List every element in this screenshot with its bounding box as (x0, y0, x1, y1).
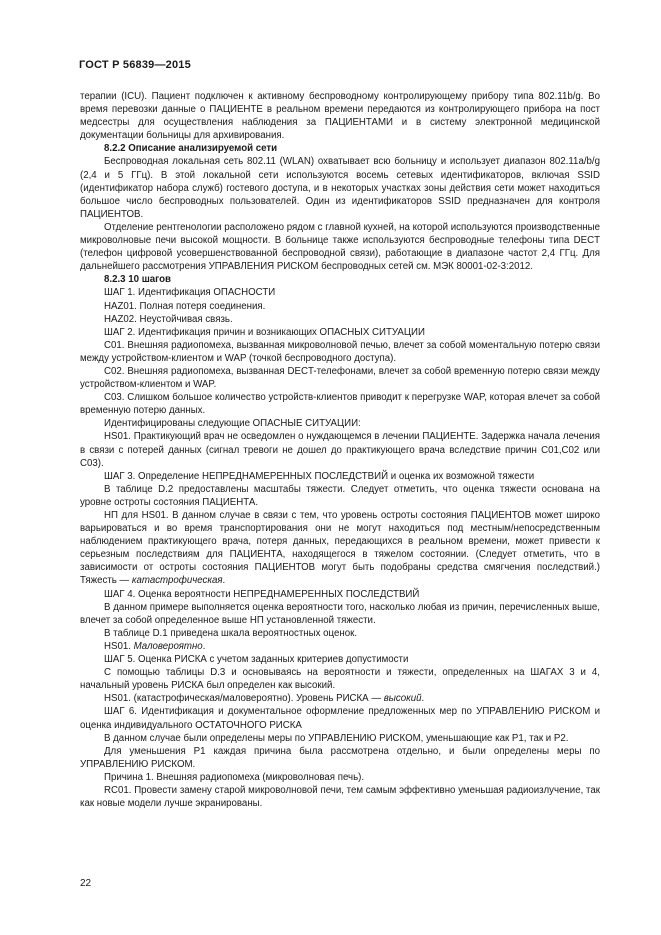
section-heading: 8.2.2 Описание анализируемой сети (104, 143, 278, 155)
body-paragraph: В таблице D.1 приведена шкала вероятностных оценок. (104, 627, 358, 639)
body-paragraph: HAZ01. Полная потеря соединения. (104, 300, 266, 312)
page-number: 22 (80, 878, 92, 889)
body-paragraph: терапии (ICU). Пациент подключен к активному беспроводному контролирующему прибору типа 802.11b/g. Во время перевозки данные о ПАЦИЕНТЕ в реальном времени передаются из контролирующего прибора на пост медсестры для осуществления наблюдения за ПАЦИЕНТАМИ и в систему электронной медицинской документации больницы для архивирования. (80, 91, 600, 142)
body-paragraph: ШАГ 1. Идентификация ОПАСНОСТИ (104, 287, 276, 299)
body-paragraph: В данном примере выполняется оценка вероятности того, насколько любая из причин, перечисленных выше, влечет за собой определенное выше НП установленной тяжести. (80, 601, 600, 626)
document-body (80, 90, 600, 810)
body-paragraph: С03. Слишком большое количество устройств-клиентов приводит к перегрузке WAP, которая влечет за собой временную потерю данных. (80, 392, 600, 417)
body-paragraph: ШАГ 5. Оценка РИСКА с учетом заданных критериев допустимости (104, 654, 409, 666)
body-paragraph: HAZ02. Неустойчивая связь. (104, 313, 233, 325)
body-paragraph: С02. Внешняя радиопомеха, вызванная DECT-телефонами, влечет за собой временную потерю связи между устройством-клиентом и WAP. (80, 365, 600, 391)
body-paragraph: Отделение рентгенологии расположено рядом с главной кухней, на которой используются производственные микроволновые печи высокой мощности. В больнице также используются беспроводные телефоны типа DECT (телефон цифровой усовершенствованной беспроводной связи), работающие в диапазоне частот 2,4 ГГц. Для дальнейшего рассмотрения УПРАВЛЕНИЯ РИСКОМ беспроводных сетей см. МЭК 80001-02-3:2012. (80, 221, 600, 273)
body-paragraph: ШАГ 2. Идентификация причин и возникающих ОПАСНЫХ СИТУАЦИИ (104, 326, 425, 338)
body-paragraph: Идентифицированы следующие ОПАСНЫЕ СИТУАЦИИ: (104, 418, 361, 430)
body-paragraph: ШАГ 6. Идентификация и документальное оформление предложенных мер по УПРАВЛЕНИЮ РИСКОМ и оценка индивидуального ОСТАТОЧНОГО РИСКА (80, 706, 600, 731)
body-paragraph: Причина 1. Внешняя радиопомеха (микроволновая печь). (104, 771, 365, 783)
body-paragraph: С помощью таблицы D.3 и основываясь на вероятности и тяжести, определенных на ШАГАХ 3 и 4, начальный уровень РИСКА был определен как высокий. (80, 667, 600, 692)
document-header: ГОСТ Р 56839—2015 (79, 59, 191, 71)
body-paragraph: В данном случае были определены меры по УПРАВЛЕНИЮ РИСКОМ, уменьшающие как Р1, так и Р2. (104, 732, 569, 744)
section-heading: 8.2.3 10 шагов (104, 274, 171, 286)
body-paragraph: RC01. Провести замену старой микроволновой печи, тем самым эффективно уменьшая радиоизлучение, так как новые модели лучше экранированы. (80, 784, 600, 810)
body-paragraph: Беспроводная локальная сеть 802.11 (WLAN) охватывает всю больницу и использует диапазон 802.11a/b/g (2,4 и 5 ГГц). В этой локальной сети используются восемь сетевых идентификаторов, включая SSID (идентификатор набора служб) гостевого доступа, и в некоторых участках зоны действия сети может находиться большое число беспроводных пользователей. Один из идентификаторов SSID предназначен для контроля ПАЦИЕНТОВ. (80, 156, 600, 220)
body-paragraph: В таблице D.2 предоставлены масштабы тяжести. Следует отметить, что оценка тяжести основана на уровне остроты состояния ПАЦИЕНТА. (80, 483, 600, 508)
body-paragraph: ШАГ 4. Оценка вероятности НЕПРЕДНАМЕРЕННЫХ ПОСЛЕДСТВИЙ (104, 588, 420, 600)
body-paragraph: Для уменьшения Р1 каждая причина была рассмотрена отдельно, и были определены меры по УПРАВЛЕНИЮ РИСКОМ. (80, 745, 600, 770)
body-paragraph: С01. Внешняя радиопомеха, вызванная микроволновой печью, влечет за собой моментальную потерю связи между устройством-клиентом и WAP (точкой беспроводного доступа). (80, 339, 600, 364)
body-paragraph: HS01. Маловероятно. (104, 640, 206, 652)
body-paragraph: HS01. (катастрофическая/маловероятно). Уровень РИСКА — высокий. (104, 693, 425, 705)
body-paragraph: НП для HS01. В данном случае в связи с тем, что уровень остроты состояния ПАЦИЕНТОВ может широко варьироваться и во время транспортирования они не могут находиться под местным/непосредственным наблюдением практикующего врача, потеря данных, передающихся в реальном времени, может привести к серьезным последствиям для ПАЦИЕНТА, находящегося в тяжелом состоянии. (Следует отметить, что в зависимости от остроты состояния ПАЦИЕНТОВ могут быть подобраны средства смягчения последствий.) Тяжесть — катастрофическая. (80, 510, 600, 587)
body-paragraph: ШАГ 3. Определение НЕПРЕДНАМЕРЕННЫХ ПОСЛЕДСТВИЙ и оценка их возможной тяжести (104, 470, 535, 482)
body-paragraph: HS01. Практикующий врач не осведомлен о нуждающемся в лечении ПАЦИЕНТЕ. Задержка начала лечения в связи с потерей данных (сигнал тревоги не дошел до практикующего врача вследствие причин С01,С02 или С03). (80, 431, 600, 469)
